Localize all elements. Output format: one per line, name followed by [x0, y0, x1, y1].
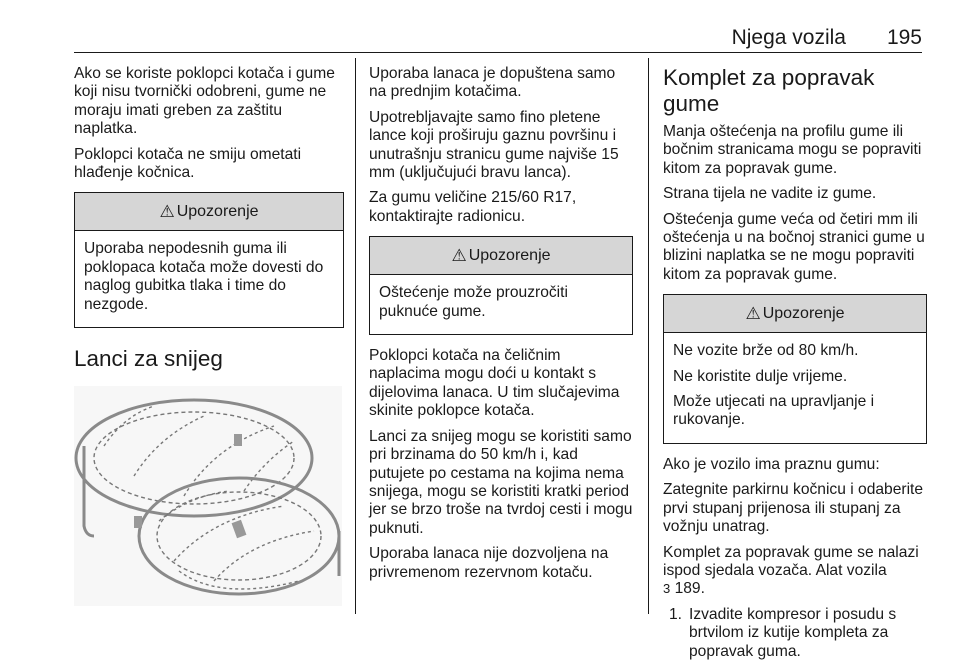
paragraph-text: Komplet za popravak gume se nalazi ispod sjedala vozača. Alat vozila [663, 543, 919, 579]
warning-triangle-icon: ⚠ [745, 303, 761, 323]
paragraph: Uporaba lanaca je dopuštena samo na prednjim kotačima. [369, 65, 616, 101]
paragraph: Upotrebljavajte samo fino pletene lance koji proširuju gaznu površinu i unutrašnju stranicu gume najviše 15 mm (uključujući bravu lanca). [369, 108, 619, 182]
column-divider [355, 58, 356, 614]
page-number: 195 [886, 26, 922, 49]
paragraph: Zategnite parkirnu kočnicu i odaberite prvi stupanj prijenosa ili stupanj za vožnju unatrag. [663, 481, 924, 536]
column-2 [369, 65, 633, 589]
paragraph: Za gumu veličine 215/60 R17, kontaktirajte radionicu. [369, 189, 577, 225]
warning-text: Oštećenje može prouzročiti puknuće gume. [379, 284, 568, 320]
warning-text: Uporaba nepodesnih guma ili poklopaca kotača može dovesti do naglog gubitka tlaka i time do nezgode. [84, 240, 324, 313]
warning-line: Ne koristite dulje vrijeme. [673, 367, 848, 385]
column-3 [663, 65, 927, 661]
paragraph: Lanci za snijeg mogu se koristiti samo pri brzinama do 50 km/h i, kad putujete po cestama na kojima nema snijega, mogu se koristiti kratki period jer se brzo troše na tvrdoj cesti i mogu puknuti. [369, 427, 633, 537]
paragraph: Manja oštećenja na profilu gume ili bočnim stranicama mogu se popraviti kitom za popravak gume. [663, 123, 922, 177]
warning-line: Ne vozite brže od 80 km/h. [673, 342, 859, 360]
warning-triangle-icon: ⚠ [451, 245, 467, 265]
warning-header [664, 295, 926, 333]
paragraph: Poklopci kotača ne smiju ometati hlađenje kočnica. [74, 145, 302, 182]
warning-box [663, 294, 927, 444]
page-header [74, 22, 922, 53]
paragraph [663, 544, 927, 599]
column-1 [74, 65, 344, 611]
column-divider [648, 58, 649, 614]
section-heading: Lanci za snijeg [74, 346, 223, 372]
warning-header [75, 193, 343, 231]
section-heading: Komplet za popravak gume [663, 65, 875, 116]
step-number: 1. [669, 605, 683, 623]
warning-box [369, 236, 633, 335]
warning-header [370, 237, 632, 275]
warning-title: Upozorenje [762, 304, 845, 322]
list-item [663, 606, 927, 661]
warning-title: Upozorenje [468, 246, 551, 264]
paragraph: Strana tijela ne vadite iz gume. [663, 185, 877, 203]
paragraph: Poklopci kotača na čeličnim naplacima mogu doći u kontakt s dijelovima lanaca. U tim slučajevima skinite poklopce kotača. [369, 347, 620, 420]
paragraph: Oštećenja gume veća od četiri mm ili oštećenja u na bočnoj stranici gume u blizini naplatka se ne mogu popraviti kitom za popravak gume. [663, 210, 925, 283]
warning-body [664, 333, 926, 443]
warning-box [74, 192, 344, 328]
warning-body [370, 275, 632, 334]
paragraph: Uporaba lanaca nije dozvoljena na privremenom rezervnom kotaču. [369, 545, 609, 581]
warning-line: Može utjecati na upravljanje i rukovanje. [673, 393, 875, 429]
section-title: Njega vozila [731, 26, 846, 49]
paragraph: Ako se koriste poklopci kotača i gume koji nisu tvornički odobreni, gume ne moraju imati greben za zaštitu naplatka. [74, 65, 335, 138]
snow-chains-illustration [74, 386, 342, 606]
page-reference-link[interactable]: 189. [674, 580, 705, 598]
steps-list [663, 606, 927, 661]
paragraph: Ako je vozilo ima praznu gumu: [663, 455, 880, 473]
warning-body [75, 231, 343, 327]
step-text: Izvadite kompresor i posudu s brtvilom iz kutije kompleta za popravak guma. [689, 605, 897, 660]
arrow-reference-icon: 3 [663, 581, 671, 597]
warning-title: Upozorenje [176, 202, 259, 220]
warning-triangle-icon: ⚠ [159, 201, 175, 221]
